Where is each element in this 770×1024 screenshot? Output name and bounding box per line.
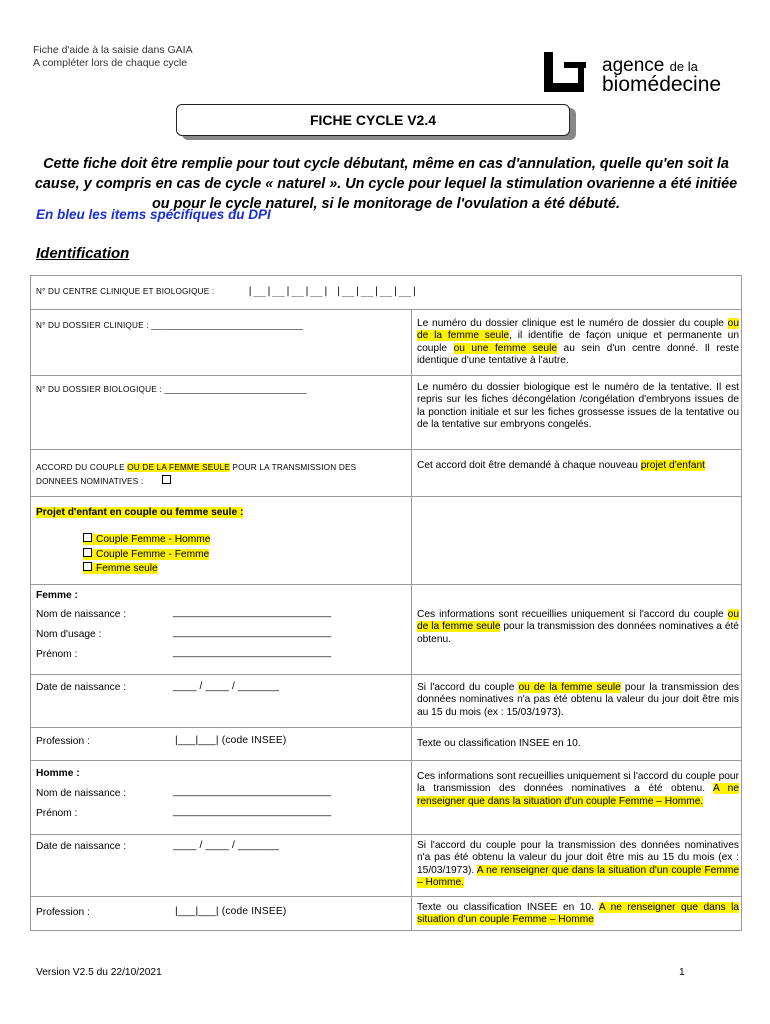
homme-dob-input[interactable]: ____ / ____ / _______ [173, 840, 280, 851]
dossier-clinique-field[interactable]: N° DU DOSSIER CLINIQUE : ________________________________ [36, 321, 304, 330]
homme-prenom-label: Prénom : [36, 808, 78, 819]
femme-help: Ces informations sont recueillies uniquement si l'accord du couple ou de la femme seule pour la transmission des données nominatives a été obtenu. [417, 609, 739, 645]
page-title: FICHE CYCLE V2.4 [176, 104, 570, 136]
doc-header [33, 44, 193, 70]
logo-mark-icon [540, 50, 588, 96]
projet-title: Projet d'enfant en couple ou femme seule : [36, 507, 244, 518]
logo-text-line2: biomédecine [602, 73, 722, 96]
section-title: Identification [36, 245, 130, 262]
dossier-bio-field[interactable]: N° DU DOSSIER BIOLOGIQUE : ______________________________ [36, 385, 307, 394]
homme-nom-naissance-input[interactable]: ___________________________ [173, 786, 332, 797]
femme-nom-usage-input[interactable]: ___________________________ [173, 627, 332, 638]
femme-dob-input[interactable]: ____ / ____ / _______ [173, 681, 280, 692]
femme-prenom-label: Prénom : [36, 649, 78, 660]
homme-dob-help: Si l'accord du couple pour la transmission des données nominatives n'a pas été obtenu la valeur du jour doit être mis au 15 du mois (ex : 15/03/1973). A ne renseigner que dans la situation d'un couple Femme – Homme. [417, 840, 739, 889]
intro-paragraph: Cette fiche doit être remplie pour tout cycle débutant, même en cas d'annulation, quelle qu'en soit la cause, y compris en cas de cycle « naturel ». Un cycle pour lequel la stimulation ovarienne a été initiée ou pour le cycle naturel, si le monitorage de l'ovulation a été débuté. [34, 156, 738, 212]
homme-prenom-input[interactable]: ___________________________ [173, 806, 332, 817]
femme-nom-naissance-label: Nom de naissance : [36, 609, 127, 620]
accord-checkbox[interactable] [162, 475, 171, 484]
dpi-note: En bleu les items spécifiques du DPI [36, 207, 271, 222]
homme-nom-naissance-label: Nom de naissance : [36, 788, 127, 799]
footer-version: Version V2.5 du 22/10/2021 [36, 967, 162, 978]
femme-profession-help: Texte ou classification INSEE en 10. [417, 738, 581, 749]
identification-table [30, 275, 742, 931]
homme-help: Ces informations sont recueillies uniquement si l'accord du couple pour la transmission des données nominatives a été obtenu. A ne renseigner que dans la situation d'un couple Femme – Homme. [417, 771, 739, 807]
page-number: 1 [679, 967, 685, 978]
homme-profession-label: Profession : [36, 907, 90, 918]
homme-dob-label: Date de naissance : [36, 841, 127, 852]
centre-number-label: N° DU CENTRE CLINIQUE ET BIOLOGIQUE : [36, 287, 215, 296]
femme-prenom-input[interactable]: ___________________________ [173, 647, 332, 658]
femme-dob-label: Date de naissance : [36, 682, 127, 693]
femme-title: Femme : [36, 590, 78, 601]
centre-number-row [36, 286, 418, 297]
header-line-1: Fiche d'aide à la saisie dans GAIA [33, 44, 193, 56]
femme-profession-code-field[interactable]: |___|___| (code INSEE) [175, 735, 287, 746]
agence-biomedecine-logo [540, 50, 740, 100]
femme-dob-help: Si l'accord du couple ou de la femme seule pour la transmission des données nominatives n'a pas été obtenu la valeur du jour doit être mis au 15 du mois (ex : 15/03/1973). [417, 682, 739, 718]
femme-nom-usage-label: Nom d'usage : [36, 629, 102, 640]
centre-number-field[interactable]: |__|__|__|__| |__|__|__|__| [247, 286, 418, 297]
option-couple-femme-homme[interactable]: Couple Femme - Homme [83, 533, 210, 548]
logo-text-line1: agence de la [602, 55, 698, 76]
femme-profession-label: Profession : [36, 736, 90, 747]
homme-profession-help: Texte ou classification INSEE en 10. A ne renseigner que dans la situation d'un couple Femme – Homme [417, 902, 740, 926]
option-femme-seule[interactable]: Femme seule [83, 562, 210, 577]
projet-options [83, 533, 210, 577]
accord-help: Cet accord doit être demandé à chaque nouveau projet d'enfant [417, 460, 705, 471]
femme-nom-naissance-input[interactable]: ___________________________ [173, 607, 332, 618]
option-couple-femme-femme[interactable]: Couple Femme - Femme [83, 548, 210, 563]
dossier-clinique-help: Le numéro du dossier clinique est le numéro de dossier du couple ou de la femme seule, il identifie de façon unique et permanente un couple ou une femme seule au sein d'un centre donné. Il reste identique d'une tentative à l'autre. [417, 318, 739, 367]
accord-label: ACCORD DU COUPLE OU DE LA FEMME SEULE POUR LA TRANSMISSION DES DONNEES NOMINATIVES : [36, 463, 357, 486]
dossier-bio-help: Le numéro du dossier biologique est le numéro de la tentative. Il est repris sur les fiches décongélation /congélation d'embryons issues de la ponction initiale et sur les fiches grossesse issues de la tentative ou de la tentative sur embryons congelés. [417, 382, 739, 431]
header-line-2: A compléter lors de chaque cycle [33, 57, 188, 69]
homme-title: Homme : [36, 768, 80, 779]
homme-profession-code-field[interactable]: |___|___| (code INSEE) [175, 906, 287, 917]
